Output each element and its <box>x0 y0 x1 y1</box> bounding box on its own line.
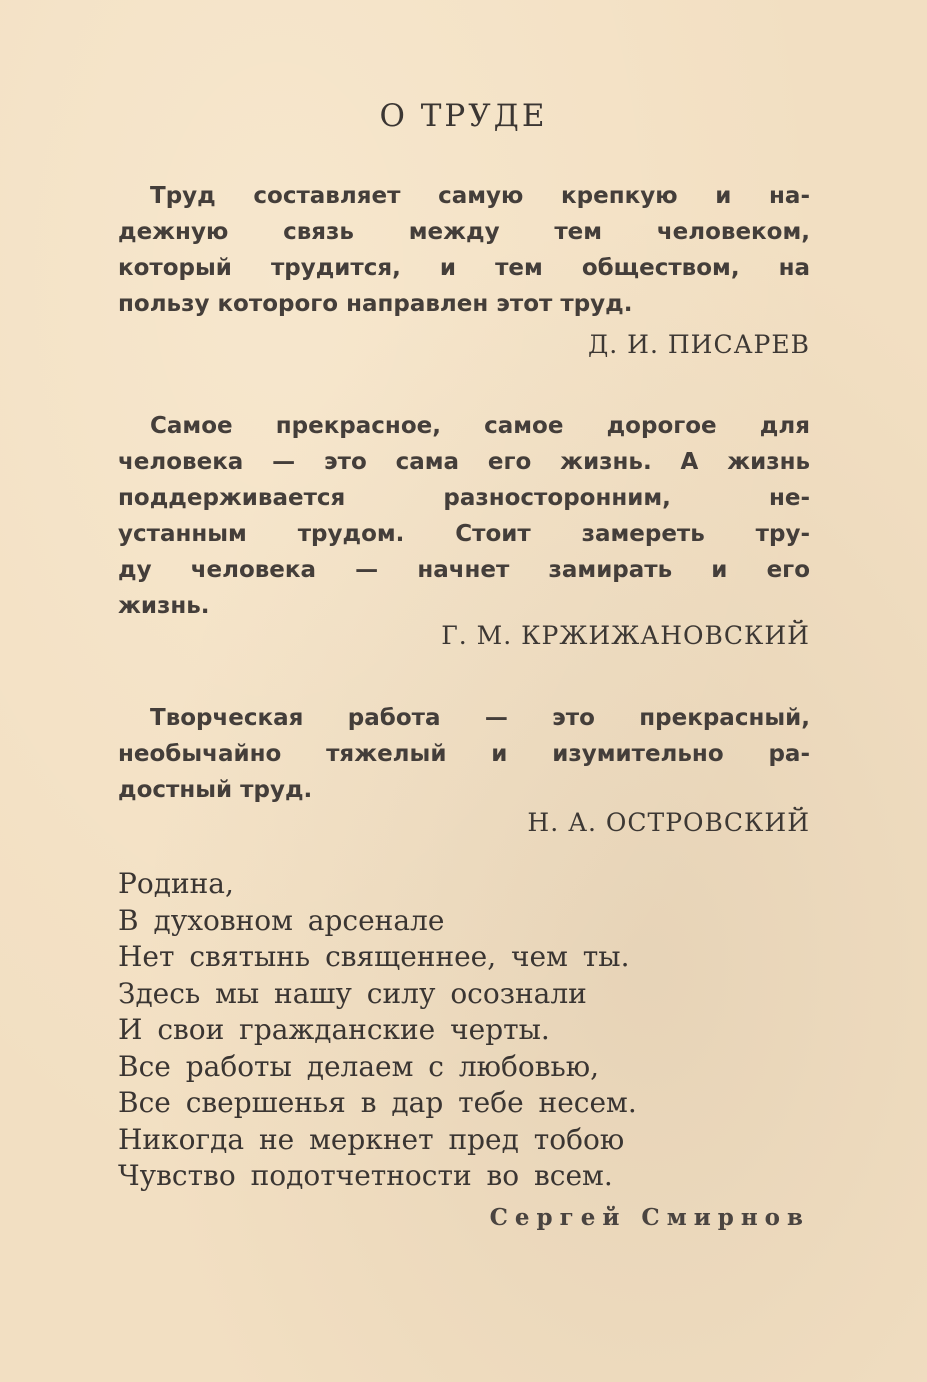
poem <box>118 866 637 1195</box>
quote-line: ду человека — начнет замирать и его <box>118 557 810 583</box>
quote-author: Д. И. ПИСАРЕВ <box>587 330 810 359</box>
poem-line: Все работы делаем с любовью, <box>118 1049 600 1083</box>
quote-line: достный труд. <box>118 777 313 803</box>
poem-line: Никогда не меркнет пред тобою <box>118 1122 625 1156</box>
quote-line: пользу которого направлен этот труд. <box>118 291 633 317</box>
poem-line: Чувство подотчетности во всем. <box>118 1159 613 1192</box>
quote-line: необычайно тяжелый и изумительно ра- <box>118 741 810 767</box>
quote-line: Творческая работа — это прекрасный, <box>150 705 810 731</box>
quote-line: жизнь. <box>118 593 210 619</box>
page-title: О ТРУДЕ <box>379 98 548 134</box>
quote-krzhizhanovsky <box>118 408 810 624</box>
quote-ostrovsky <box>118 700 810 808</box>
quote-line: Труд составляет самую крепкую и на- <box>150 183 810 209</box>
poem-line: Родина, <box>118 867 234 900</box>
quote-line: человека — это сама его жизнь. А жизнь <box>118 449 810 475</box>
poem-author: Сергей Смирнов <box>489 1204 810 1231</box>
poem-line: В духовном арсенале <box>118 903 445 937</box>
quote-line: дежную связь между тем человеком, <box>118 219 810 245</box>
quote-author: Н. А. ОСТРОВСКИЙ <box>527 808 810 837</box>
poem-line: И свои гражданские черты. <box>118 1013 550 1046</box>
quote-line: поддерживается разносторонним, не- <box>118 485 810 511</box>
quote-author: Г. М. КРЖИЖАНОВСКИЙ <box>441 621 810 650</box>
quote-line: Самое прекрасное, самое дорогое для <box>150 413 810 439</box>
quote-line: устанным трудом. Стоит замереть тру- <box>118 521 810 547</box>
quote-line: который трудится, и тем обществом, на <box>118 255 810 281</box>
poem-line: Все свершенья в дар тебе несем. <box>118 1086 637 1119</box>
quote-pisarev <box>118 178 810 322</box>
poem-line: Нет святынь священнее, чем ты. <box>118 940 630 973</box>
poem-line: Здесь мы нашу силу осознали <box>118 976 587 1010</box>
